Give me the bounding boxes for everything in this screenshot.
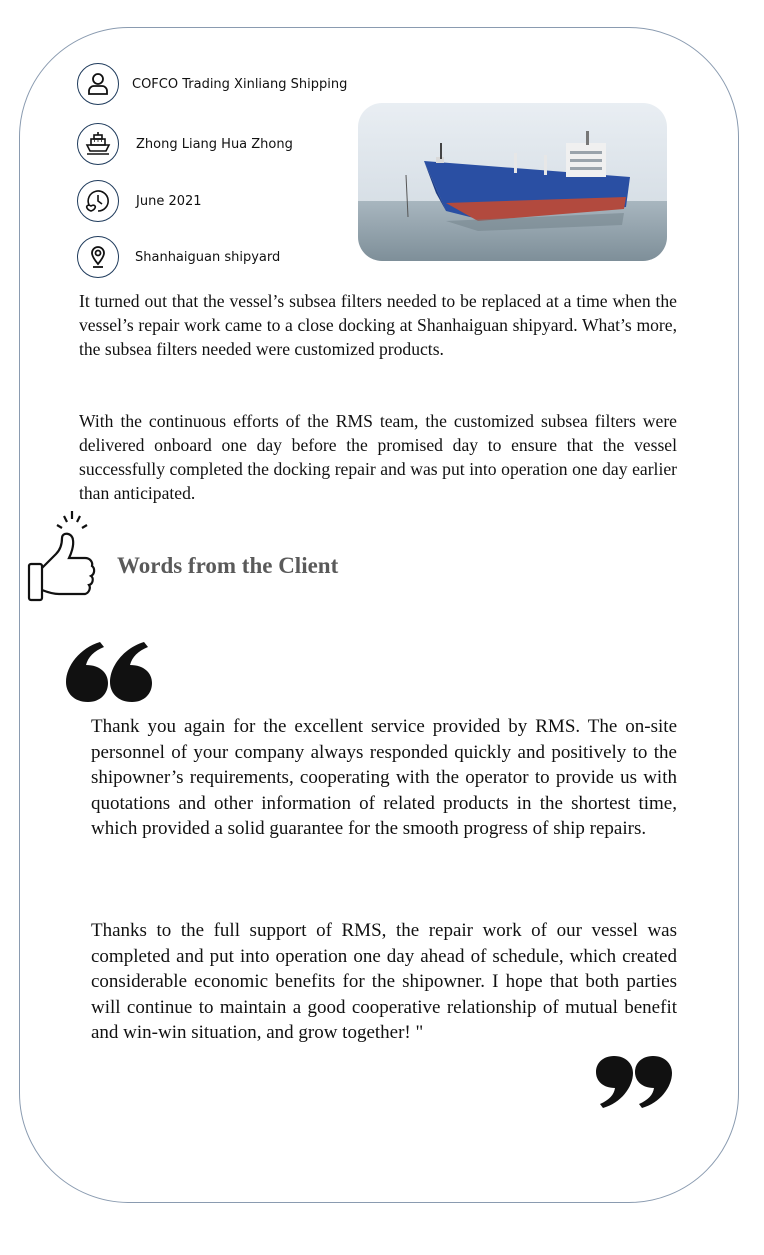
thumbs-up-icon bbox=[24, 508, 106, 604]
open-quote-icon bbox=[62, 640, 156, 704]
person-icon bbox=[77, 63, 119, 105]
vessel-photo bbox=[358, 103, 667, 261]
ship-icon bbox=[77, 123, 119, 165]
story-paragraph-2: With the continuous efforts of the RMS team, the customized subsea filters were delivered onboard one day before the promised day to ensure that the vessel successfully completed the docking repair and was put into operation one day earlier than anticipated. bbox=[79, 411, 677, 503]
section-title: Words from the Client bbox=[117, 553, 339, 578]
story-paragraph-1: It turned out that the vessel’s subsea filters needed to be replaced at a time when the vessel’s repair work came to a close docking at Shanhaiguan shipyard. What’s more, the subsea filters needed were customized products. bbox=[79, 291, 677, 359]
close-quote-icon bbox=[594, 1054, 676, 1110]
info-date-row bbox=[77, 180, 202, 222]
shipyard-name: Shanhaiguan shipyard bbox=[135, 249, 281, 265]
info-location-row bbox=[77, 236, 280, 278]
location-pin-icon bbox=[77, 236, 119, 278]
client-quote-2: Thanks to the full support of RMS, the repair work of our vessel was completed and put into operation one day ahead of schedule, which created considerable economic benefits for the shipowner. I hope that both parties will continue to maintain a good cooperative relationship of mutual benefit and win-win situation, and grow together! " bbox=[91, 920, 677, 1044]
company-name: COFCO Trading Xinliang Shipping bbox=[132, 76, 348, 92]
client-quote-1: Thank you again for the excellent service provided by RMS. The on-site personnel of your company always responded quickly and positively to the shipowner’s requirements, cooperating with the operator to provide us with quotations and other information of related products in the shortest time, which provided a solid guarantee for the smooth progress of ship repairs. bbox=[91, 716, 677, 840]
docking-date: June 2021 bbox=[136, 193, 202, 209]
info-company-row bbox=[77, 63, 347, 105]
vessel-name: Zhong Liang Hua Zhong bbox=[136, 136, 293, 152]
info-vessel-row bbox=[77, 123, 293, 165]
clock-icon bbox=[77, 180, 119, 222]
